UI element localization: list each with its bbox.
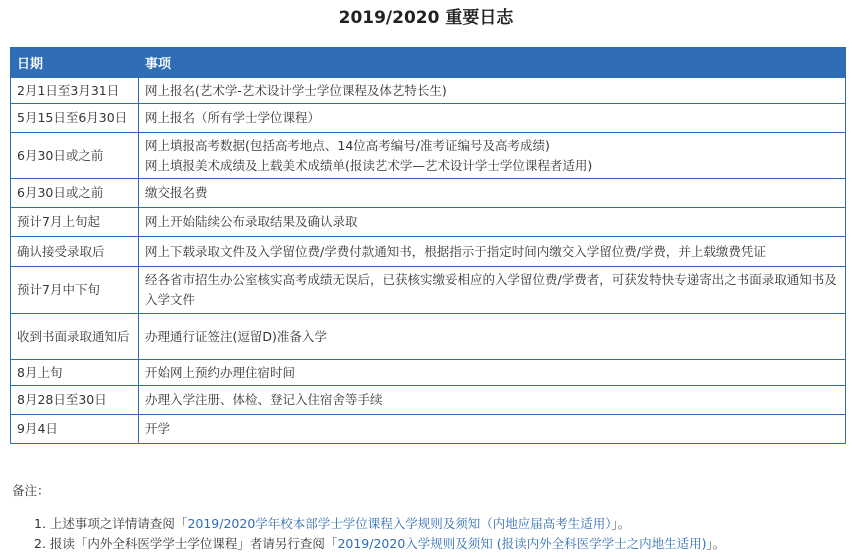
table-body bbox=[11, 78, 846, 444]
note-prefix: 报读「内外全科医学学士学位课程」者请另行查阅「 bbox=[49, 536, 338, 551]
note-link[interactable]: 2019/2020学年校本部学士学位课程入学规则及须知（内地应届高考生适用） bbox=[187, 516, 612, 531]
row-date-cell: 6月30日或之前 bbox=[11, 133, 139, 179]
row-item-line: 网上报名（所有学士学位课程） bbox=[145, 110, 321, 125]
row-item-line: 网上填报高考数据(包括高考地点、14位高考编号/准考证编号及高考成绩) bbox=[145, 137, 550, 153]
row-item-line: 网上下载录取文件及入学留位费/学费付款通知书，根据指示于指定时间内缴交入学留位费/学费，并上载缴费凭证 bbox=[145, 243, 766, 259]
row-item-cell bbox=[139, 360, 846, 386]
row-item-cell bbox=[139, 415, 846, 444]
page-title: 2019/2020 重要日志 bbox=[338, 8, 514, 28]
row-item-cell bbox=[139, 133, 846, 179]
row-date-cell: 2月1日至3月31日 bbox=[11, 78, 139, 104]
note-suffix: 」。 bbox=[611, 516, 631, 531]
row-date-cell: 8月上旬 bbox=[11, 360, 139, 386]
column-header-date: 日期 bbox=[11, 48, 139, 78]
row-date-cell: 收到书面录取通知后 bbox=[11, 314, 139, 360]
row-item-line: 办理入学注册、体检、登记入住宿舍等手续 bbox=[145, 392, 383, 407]
row-date-cell: 5月15日至6月30日 bbox=[11, 104, 139, 133]
row-item-line: 办理通行证签注(逗留D)准备入学 bbox=[145, 328, 327, 344]
table-row bbox=[11, 133, 846, 179]
note-link[interactable]: 2019/2020入学规则及须知 (报读内外全科医学学士之内地生适用) bbox=[337, 536, 707, 551]
note-item bbox=[34, 514, 842, 534]
notes-label: 备注： bbox=[12, 483, 50, 498]
row-item-line: 网上填报美术成绩及上载美术成绩单(报读艺术学—艺术设计学士学位课程者适用) bbox=[145, 157, 593, 173]
row-item-cell bbox=[139, 179, 846, 208]
table-row bbox=[11, 208, 846, 237]
note-item bbox=[34, 534, 842, 554]
table-row bbox=[11, 314, 846, 360]
note-number: 1. bbox=[34, 516, 46, 531]
table-row bbox=[11, 415, 846, 444]
note-number: 2. bbox=[34, 536, 46, 551]
table-row bbox=[11, 237, 846, 267]
row-date-cell: 确认接受录取后 bbox=[11, 237, 139, 267]
note-suffix: 」。 bbox=[706, 536, 726, 551]
notes-section bbox=[12, 482, 842, 554]
row-date-cell: 预计7月中下旬 bbox=[11, 267, 139, 314]
table-row bbox=[11, 78, 846, 104]
row-item-line: 开始网上预约办理住宿时间 bbox=[145, 364, 296, 380]
row-item-line: 开学 bbox=[145, 421, 171, 436]
table-row bbox=[11, 360, 846, 386]
row-item-line: 网上开始陆续公布录取结果及确认录取 bbox=[145, 214, 358, 229]
note-prefix: 上述事项之详情请查阅「 bbox=[49, 516, 188, 531]
notes-list bbox=[12, 514, 842, 554]
row-date-cell: 预计7月上旬起 bbox=[11, 208, 139, 237]
row-date-cell: 9月4日 bbox=[11, 415, 139, 444]
table-row bbox=[11, 179, 846, 208]
row-item-cell bbox=[139, 78, 846, 104]
row-item-cell bbox=[139, 314, 846, 360]
row-item-cell bbox=[139, 386, 846, 415]
schedule-table bbox=[10, 47, 846, 444]
table-row bbox=[11, 104, 846, 133]
row-item-line: 经各省市招生办公室核实高考成绩无误后，已获核实缴妥相应的入学留位费/学费者，可获发特快专递寄出之书面录取通知书及入学文件 bbox=[145, 272, 837, 307]
row-item-cell bbox=[139, 104, 846, 133]
row-item-line: 网上报名(艺术学-艺术设计学士学位课程及体艺特长生) bbox=[145, 82, 447, 98]
row-item-line: 缴交报名费 bbox=[145, 185, 208, 200]
column-header-item: 事项 bbox=[139, 48, 846, 78]
row-item-cell bbox=[139, 267, 846, 314]
row-date-cell: 6月30日或之前 bbox=[11, 179, 139, 208]
table-row bbox=[11, 267, 846, 314]
row-item-cell bbox=[139, 237, 846, 267]
table-header-row bbox=[11, 48, 846, 78]
row-item-cell bbox=[139, 208, 846, 237]
row-date-cell: 8月28日至30日 bbox=[11, 386, 139, 415]
table-row bbox=[11, 386, 846, 415]
